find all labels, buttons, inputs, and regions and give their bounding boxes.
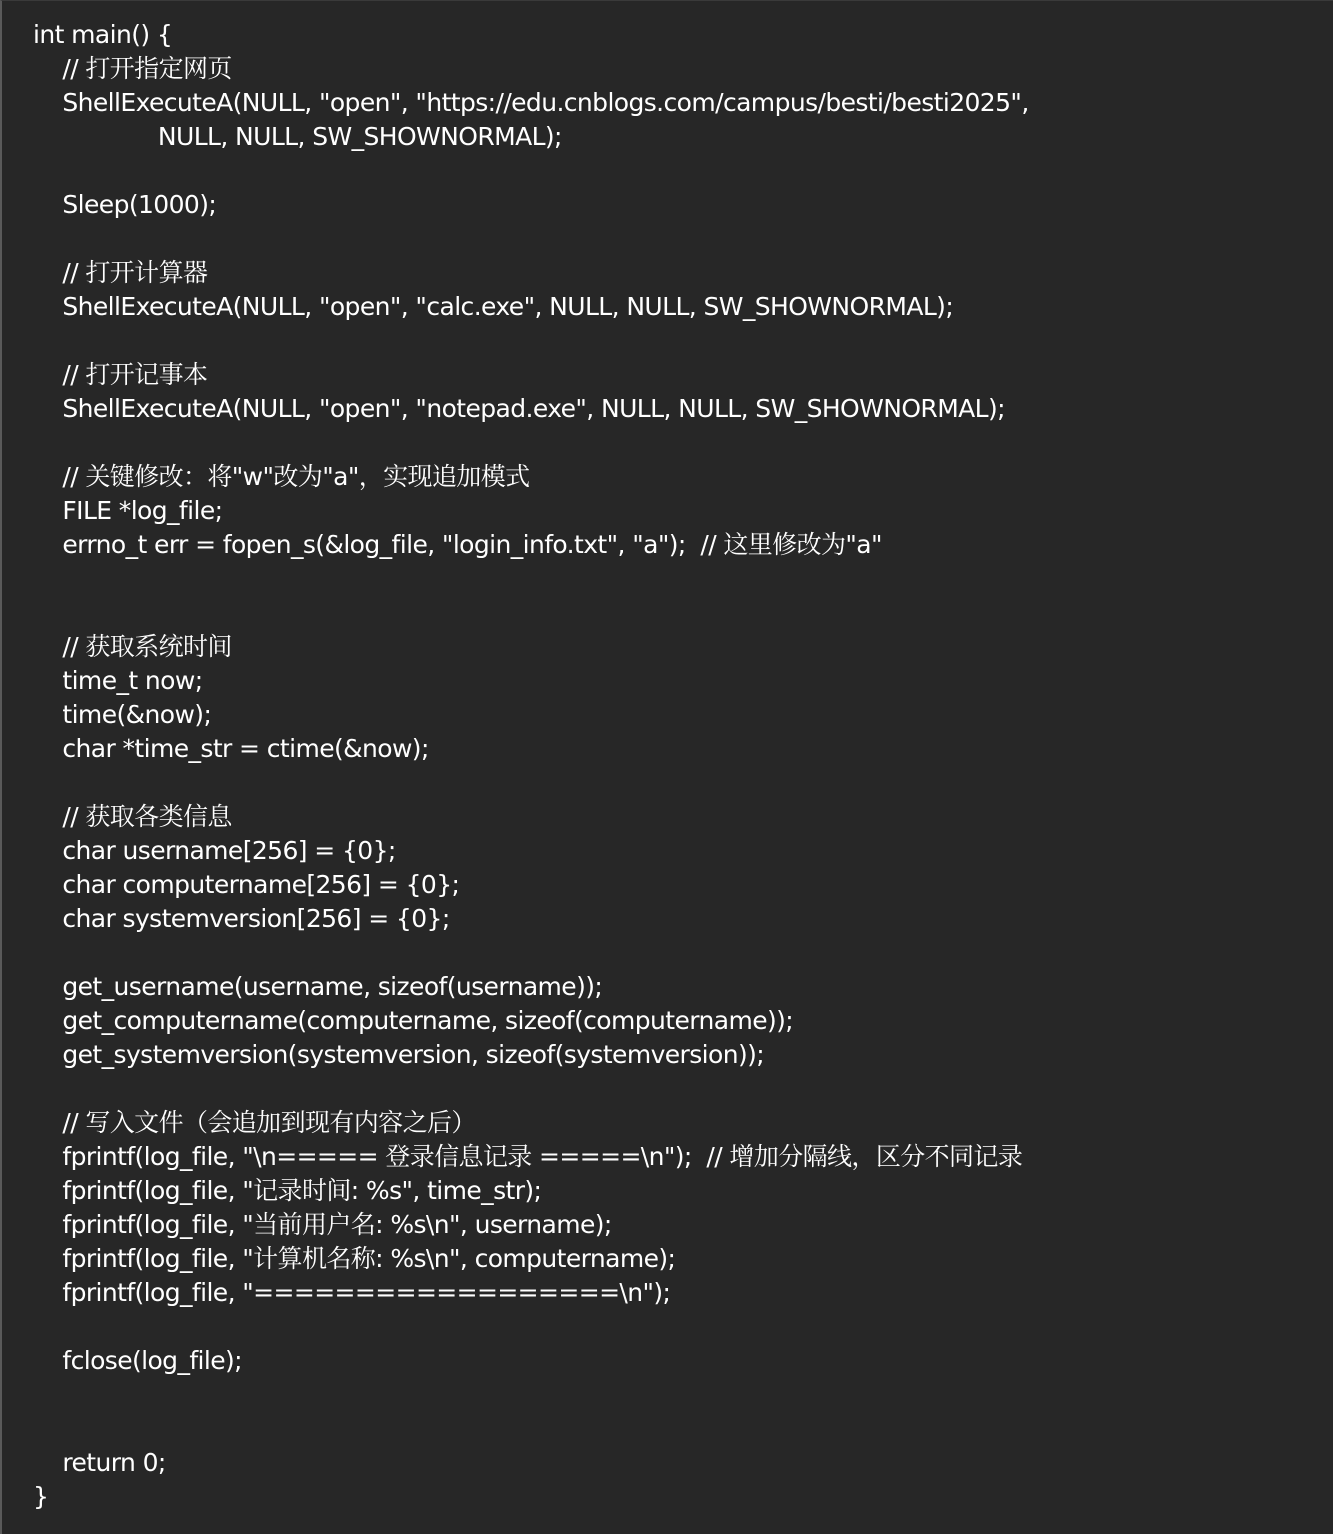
code-line: // 打开指定网页 — [33, 54, 232, 83]
code-line — [33, 1310, 1029, 1344]
code-line: fprintf(log_file, "计算机名称: %s\n", computername); — [33, 1244, 676, 1273]
code-line: fprintf(log_file, "记录时间: %s", time_str); — [33, 1176, 542, 1205]
code-line: char *time_str = ctime(&now); — [33, 734, 429, 763]
code-line: return 0; — [33, 1448, 166, 1477]
code-line — [33, 1072, 1029, 1106]
code-line: fprintf(log_file, "==================\n"); — [33, 1278, 671, 1307]
code-line — [33, 426, 1029, 460]
code-line: // 获取系统时间 — [33, 632, 232, 661]
code-line — [33, 936, 1029, 970]
code-line — [33, 154, 1029, 188]
code-line: fprintf(log_file, "\n===== 登录信息记录 =====\n"); // 增加分隔线，区分不同记录 — [33, 1142, 1023, 1171]
code-line: fprintf(log_file, "当前用户名: %s\n", username); — [33, 1210, 612, 1239]
code-line: Sleep(1000); — [33, 190, 217, 219]
code-line: char systemversion[256] = {0}; — [33, 904, 450, 933]
code-line: // 写入文件（会追加到现有内容之后） — [33, 1108, 476, 1137]
code-line: FILE *log_file; — [33, 496, 223, 525]
code-line — [33, 766, 1029, 800]
code-line: char computername[256] = {0}; — [33, 870, 460, 899]
code-line: errno_t err = fopen_s(&log_file, "login_info.txt", "a"); // 这里修改为"a" — [33, 530, 882, 559]
code-line — [33, 596, 1029, 630]
code-line: fclose(log_file); — [33, 1346, 242, 1375]
code-line: time(&now); — [33, 700, 212, 729]
code-line: get_systemversion(systemversion, sizeof(systemversion)); — [33, 1040, 765, 1069]
code-line: ShellExecuteA(NULL, "open", "calc.exe", NULL, NULL, SW_SHOWNORMAL); — [33, 292, 954, 321]
code-line: time_t now; — [33, 666, 203, 695]
code-line — [33, 222, 1029, 256]
code-line — [33, 1378, 1029, 1412]
code-line: char username[256] = {0}; — [33, 836, 396, 865]
code-line: ShellExecuteA(NULL, "open", "https://edu.cnblogs.com/campus/besti/besti2025", — [33, 88, 1029, 117]
code-line — [33, 1412, 1029, 1446]
code-line: int main() { — [33, 20, 173, 49]
code-line: // 获取各类信息 — [33, 802, 232, 831]
code-line: NULL, NULL, SW_SHOWNORMAL); — [33, 122, 562, 151]
code-line: // 关键修改：将"w"改为"a"，实现追加模式 — [33, 462, 530, 491]
code-line: get_computername(computername, sizeof(computername)); — [33, 1006, 794, 1035]
code-line — [33, 562, 1029, 596]
code-line: // 打开计算器 — [33, 258, 208, 287]
code-line: // 打开记事本 — [33, 360, 208, 389]
code-line: get_username(username, sizeof(username)); — [33, 972, 603, 1001]
code-line: } — [33, 1482, 49, 1511]
code-line — [33, 324, 1029, 358]
code-line: ShellExecuteA(NULL, "open", "notepad.exe", NULL, NULL, SW_SHOWNORMAL); — [33, 394, 1005, 423]
code-block — [33, 18, 1029, 1514]
